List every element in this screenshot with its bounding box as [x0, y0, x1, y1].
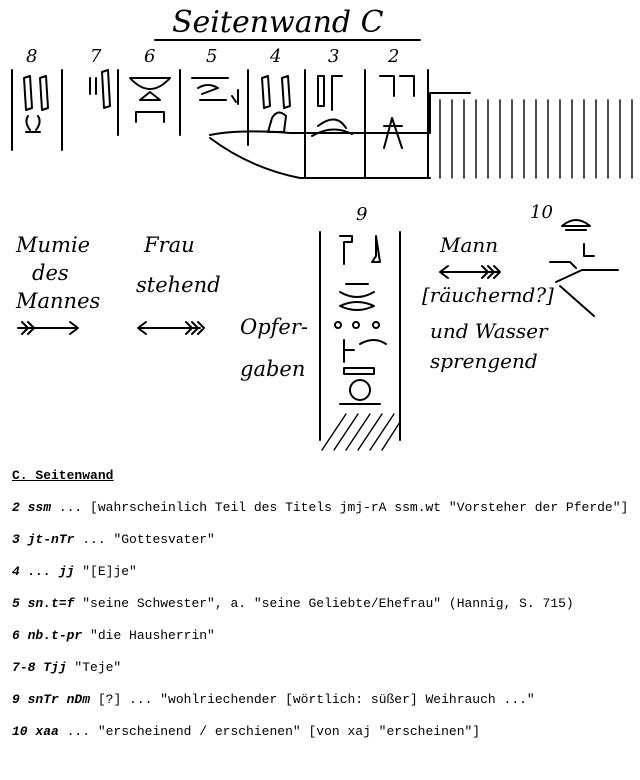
arrow-left-frau [138, 322, 204, 334]
note-entry [12, 692, 632, 708]
note-term: jt-nTr [27, 532, 75, 547]
svg-text:7: 7 [90, 46, 102, 67]
column-numbers [26, 46, 399, 67]
note-text: ... "erscheinend / erschienen" [von xaj "erscheinen"] [58, 724, 481, 739]
svg-text:stehend: stehend [136, 273, 221, 297]
note-term: ... jj [27, 564, 75, 579]
note-text: ... "Gottesvater" [74, 532, 215, 547]
column-9 [320, 232, 400, 440]
svg-text:Mann: Mann [440, 233, 499, 257]
svg-text:sprengend: sprengend [430, 349, 538, 373]
svg-text:[räuchernd?]: [räuchernd?] [422, 283, 554, 307]
arrow-left-mann [440, 266, 500, 278]
label-frau [136, 233, 221, 297]
glyph-10-number: 10 [530, 202, 553, 223]
column-9-number: 9 [356, 204, 368, 225]
note-text: [?] ... "wohlriechender [wörtlich: süßer] Weihrauch ..." [90, 692, 535, 707]
note-number: 9 [12, 692, 20, 707]
label-mann [422, 233, 554, 373]
notes-heading: C. Seitenwand [12, 468, 114, 483]
glyph-reed-4 [262, 76, 290, 108]
svg-text:Mumie: Mumie [16, 233, 91, 257]
note-term: xaa [35, 724, 59, 739]
svg-text:4: 4 [270, 46, 282, 67]
notes-section [12, 468, 632, 756]
svg-text:Frau: Frau [144, 233, 195, 257]
glyph-reed-7 [90, 70, 110, 108]
note-text: "Teje" [66, 660, 122, 675]
note-entry [12, 724, 632, 740]
note-text: ... [wahrscheinlich Teil des Titels jmj-rA ssm.wt "Vorsteher der Pferde"] [51, 500, 629, 515]
svg-text:2: 2 [388, 46, 400, 67]
glyph-ssm-2 [380, 76, 414, 148]
note-entry [12, 596, 632, 612]
svg-text:6: 6 [144, 46, 156, 67]
note-entry [12, 500, 632, 516]
column-dividers [12, 70, 428, 178]
shelf-slope [210, 138, 300, 178]
svg-text:Mannes: Mannes [16, 289, 101, 313]
note-entry [12, 564, 632, 580]
label-mumie [15, 233, 101, 313]
note-term: snTr nDm [27, 692, 91, 707]
note-term: ssm [27, 500, 52, 515]
note-number: 6 [12, 628, 20, 643]
note-term: nb.t-pr [27, 628, 83, 643]
svg-text:5: 5 [206, 46, 218, 67]
glyph-god-3 [318, 76, 346, 128]
note-number: 3 [12, 532, 20, 547]
note-text: "seine Schwester", a. "seine Geliebte/Ehefrau" (Hannig, S. 715) [74, 596, 574, 611]
svg-text:Opfer-: Opfer- [240, 315, 308, 339]
drawing-title: Seitenwand C [172, 5, 384, 40]
note-entry [12, 628, 632, 644]
glyph-sister-5 [192, 78, 238, 104]
svg-text:3: 3 [328, 46, 340, 67]
note-text: "die Hausherrin" [82, 628, 215, 643]
svg-text:gaben: gaben [240, 357, 306, 381]
arrow-right-mumie [18, 322, 78, 334]
note-entry [12, 660, 632, 676]
svg-text:8: 8 [26, 46, 38, 67]
column-9-hatching [322, 414, 400, 450]
note-number: 4 [12, 564, 20, 579]
glyph-reed-8 [24, 76, 48, 132]
note-number: 2 [12, 500, 20, 515]
note-text: "[E]je" [74, 564, 137, 579]
note-number: 5 [12, 596, 20, 611]
svg-text:und Wasser: und Wasser [430, 319, 548, 343]
note-term: Tjj [43, 660, 67, 675]
note-entry [12, 532, 632, 548]
note-number: 7-8 [12, 660, 36, 675]
glyph-10 [550, 220, 618, 316]
seated-figure [268, 112, 286, 132]
hatching [440, 100, 632, 178]
label-opfer [240, 315, 308, 381]
note-number: 10 [12, 724, 28, 739]
note-term: sn.t=f [27, 596, 75, 611]
glyph-basket-6 [130, 78, 170, 122]
svg-text:des: des [32, 261, 69, 285]
